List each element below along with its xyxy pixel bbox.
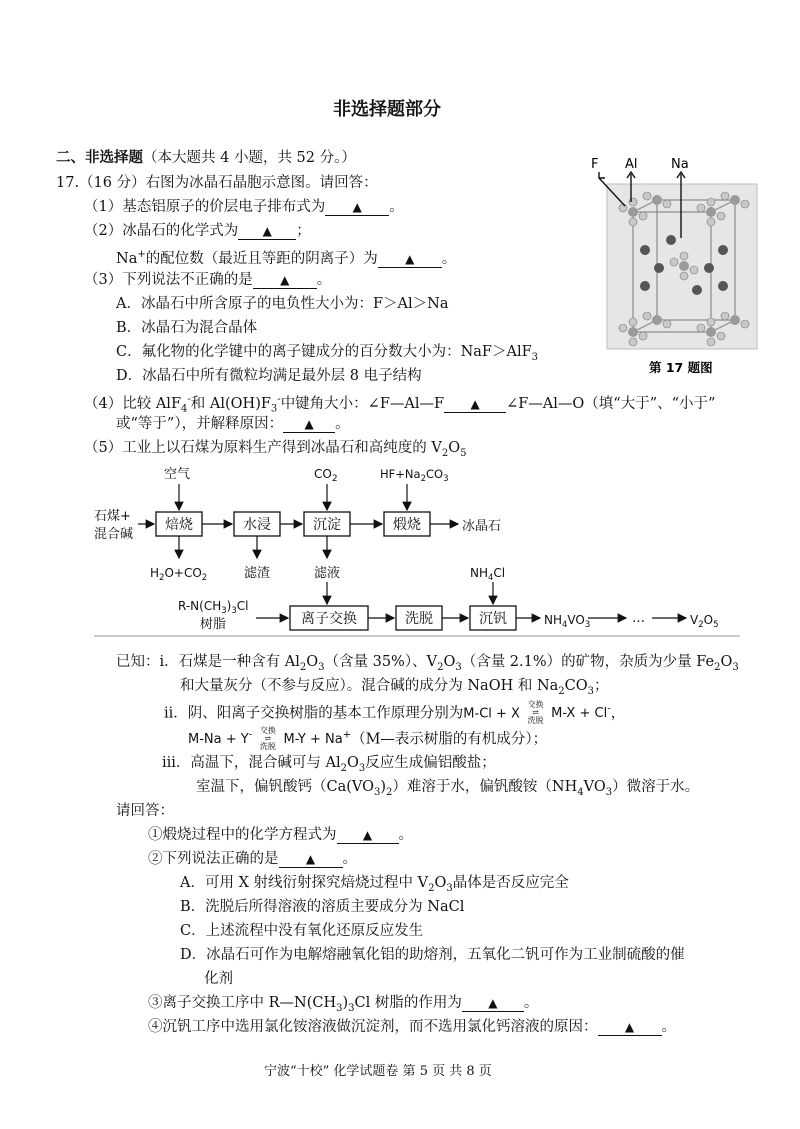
q17-part2a: （2）冰晶石的化学式为 ▲ ； xyxy=(84,223,311,239)
air-label: 空气 xyxy=(164,467,191,482)
answer-blank[interactable]: ▲ xyxy=(378,251,442,268)
crystal-cell-figure xyxy=(585,150,785,380)
known-ii-eq2: M-Na + Y- 交换 ⇌ 洗脱 M-Y + Na+（M—表示树脂的有机成分）； xyxy=(188,726,548,752)
q17-part4-cont: 或“等于”），并解释原因： ▲ 。 xyxy=(116,416,350,432)
q17-option-d: D．冰晶石中所有微粒均满足最外层 8 电子结构 xyxy=(116,368,422,384)
answer-blank[interactable]: ▲ xyxy=(325,199,389,216)
nh4vo3-label: $NH_4VO_3$ xyxy=(544,613,591,630)
nh4cl-label: $NH_4Cl$ xyxy=(470,566,506,583)
subq-2-option-d-cont: 化剂 xyxy=(204,971,233,987)
label-al: Al xyxy=(625,157,638,172)
q17-part2a-text: （2）冰晶石的化学式为 xyxy=(84,223,239,239)
q17-part1-text: （1）基态铝原子的价层电子排布式为 xyxy=(84,199,326,215)
subq-2-option-c: C．上述流程中没有氧化还原反应发生 xyxy=(180,923,424,939)
q17-option-a: A．冰晶石中所含原子的电负性大小为：F＞Al＞Na xyxy=(116,296,449,312)
v2o5-label: $V_2O_5$ xyxy=(690,613,719,630)
q17-option-c: C．氟化物的化学键中的离子键成分的百分数大小为：NaF＞AlF$_3$ xyxy=(116,344,539,363)
resin-label-1: $R-N(CH_3)_3Cl$ xyxy=(178,599,249,616)
answer-blank[interactable]: ▲ xyxy=(337,827,399,844)
known-iii-cont: 室温下，偏钒酸钙$(Ca(VO_3)_2)$难溶于水，偏钒酸铵$(NH_4VO_3)$微溶于水。 xyxy=(196,779,700,798)
answer-blank[interactable]: ▲ xyxy=(238,223,296,240)
ask-lead: 请回答： xyxy=(116,803,174,819)
filtrate-label: 滤液 xyxy=(314,566,341,581)
feed-label-2: 混合碱 xyxy=(94,527,134,542)
answer-blank[interactable]: ▲ xyxy=(279,851,343,868)
co2-label: $CO_2$ xyxy=(314,467,338,484)
ellipsis-label: … xyxy=(632,611,645,626)
subq-2-option-a: A．可用 X 射线衍射探究焙烧过程中 $V_2O_3$晶体是否反应完全 xyxy=(180,875,569,894)
answer-blank[interactable]: ▲ xyxy=(444,396,506,413)
q17-part4: （4）比较 AlF$_4$-和 $Al(OH)F_3^-$中键角大小：∠F—Al—F ▲ ∠F—Al—O（填“大于”、“小于” xyxy=(84,394,716,415)
label-f: F xyxy=(591,157,599,172)
section-heading xyxy=(56,148,356,168)
figure-caption: 第 17 题图 xyxy=(649,360,713,375)
subq-1: ①煅烧过程中的化学方程式为 ▲ 。 xyxy=(148,827,413,843)
label-na: Na xyxy=(671,157,689,172)
known-i-cont: 和大量灰分（不参与反应）。混合碱的成分为 NaOH 和 $Na_2CO_3$； xyxy=(180,678,609,697)
subq-2-option-b: B．洗脱后所得溶液的溶质主要成分为 NaCl xyxy=(180,899,465,915)
subq-3: ③离子交换工序中 $R—N(CH_3)_3Cl$ 树脂的作用为 ▲ 。 xyxy=(148,995,539,1014)
page-title: 非选择题部分 xyxy=(333,99,441,120)
box-precipitate-label: 沉淀 xyxy=(313,517,341,533)
answer-blank[interactable]: ▲ xyxy=(462,995,524,1012)
process-flow-diagram xyxy=(0,458,800,642)
answer-blank[interactable]: ▲ xyxy=(598,1019,662,1036)
known-i: 已知：i．石煤是一种含有 $Al_2O_3$（含量 35%）、$V_2O_3$（含量 2.1%）的矿物，杂质为少量 $Fe_2O_3$ xyxy=(116,654,739,673)
residue-label: 滤渣 xyxy=(244,566,271,581)
q17-part5: （5）工业上以石煤为原料生产得到冰晶石和高纯度的 $V_2O_5$ xyxy=(84,440,467,459)
subq-4: ④沉钒工序中选用氯化铵溶液做沉淀剂，而不选用氯化钙溶液的原因： ▲ 。 xyxy=(148,1019,676,1035)
q17-part2b: Na+的配位数（最近且等距的阴离子）为 ▲ 。 xyxy=(116,249,457,267)
known-iii: iii．高温下，混合碱可与 $Al_2O_3$反应生成偏铝酸盐； xyxy=(162,755,496,774)
resin-label-2: 树脂 xyxy=(200,617,227,632)
q17-part3-text: （3）下列说法不正确的是 xyxy=(84,272,253,288)
q17-part3: （3）下列说法不正确的是 ▲ 。 xyxy=(84,272,332,288)
h2o-co2-label: $H_2O+CO_2$ xyxy=(150,566,208,583)
box-precipitate-v-label: 沉钒 xyxy=(479,611,507,627)
section-label: 二、非选择题 xyxy=(56,149,143,166)
q17-option-b: B．冰晶石为混合晶体 xyxy=(116,320,258,336)
box-water-leach-label: 水浸 xyxy=(243,517,271,533)
box-calcine-label: 煅烧 xyxy=(393,517,421,533)
box-ion-exchange-label: 离子交换 xyxy=(301,611,357,627)
known-ii: ii．阴、阳离子交换树脂的基本工作原理分别为M-Cl + X 交换 ⇌ 洗脱 M-X + Cl-， xyxy=(164,700,626,726)
feed-label-1: 石煤+ xyxy=(94,509,131,524)
reagent-label: $HF+Na_2CO_3$ xyxy=(380,467,449,484)
box-roast-label: 焙烧 xyxy=(165,517,193,533)
page-footer: 宁波“十校” 化学试题卷 第 5 页 共 8 页 xyxy=(264,1064,492,1079)
box-elute-label: 洗脱 xyxy=(405,611,433,627)
q17-stem: 17.（16 分）右图为冰晶石晶胞示意图。请回答： xyxy=(56,175,378,191)
answer-blank[interactable]: ▲ xyxy=(283,416,335,433)
subq-2-option-d: D．冰晶石可作为电解熔融氧化铝的助熔剂，五氧化二钒可作为工业制硫酸的催 xyxy=(180,947,685,963)
answer-blank[interactable]: ▲ xyxy=(253,272,317,289)
product-label: 冰晶石 xyxy=(462,519,502,534)
q17-part1: （1）基态铝原子的价层电子排布式为 ▲ 。 xyxy=(84,199,404,215)
flow-arrows xyxy=(138,484,686,618)
section-note: （本大题共 4 小题，共 52 分。） xyxy=(143,150,356,166)
subq-2: ②下列说法正确的是 ▲ 。 xyxy=(148,851,357,867)
q17-part2b-text: 配位数（最近且等距的阴离子）为 xyxy=(160,250,378,267)
